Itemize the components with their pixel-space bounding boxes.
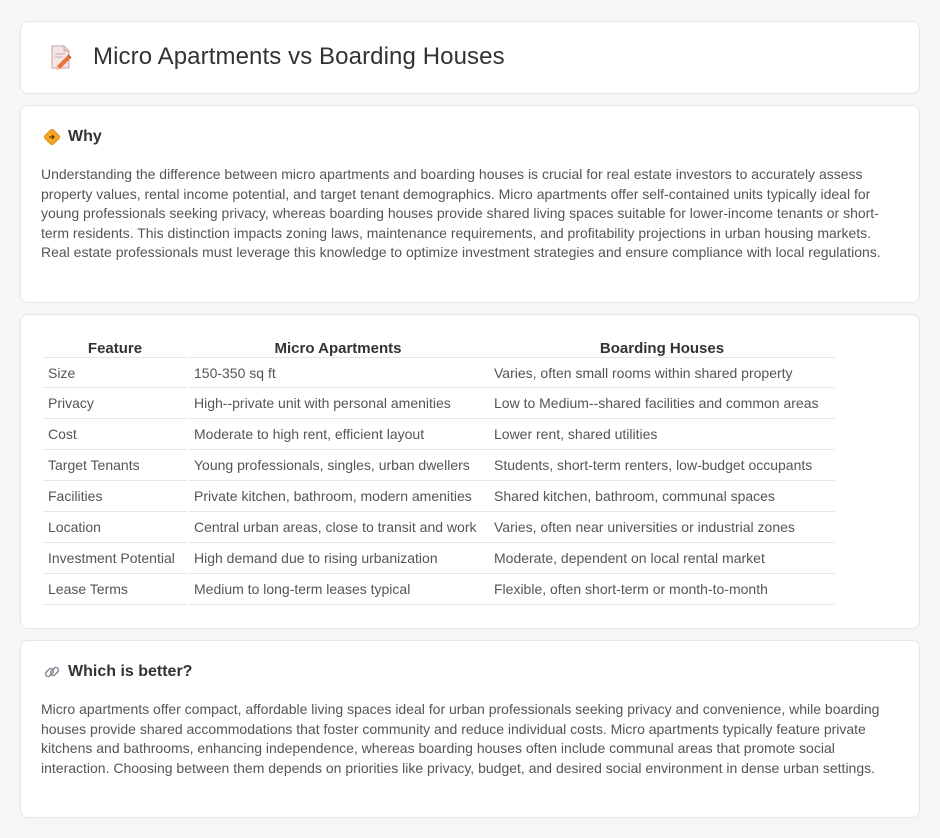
boarding-houses-cell: Varies, often near universities or industrial zones <box>489 512 835 543</box>
column-header-boarding-houses: Boarding Houses <box>489 337 835 358</box>
feature-cell: Cost <box>43 419 187 450</box>
feature-cell: Location <box>43 512 187 543</box>
table-header-row <box>43 337 835 358</box>
which-is-better-section <box>20 640 920 818</box>
page-title: Micro Apartments vs Boarding Houses <box>93 43 505 70</box>
table-row <box>43 450 835 481</box>
table-row <box>43 574 835 605</box>
document-pencil-icon <box>45 42 75 72</box>
title-card <box>20 21 920 94</box>
which-is-better-title: Which is better? <box>68 663 193 680</box>
feature-cell: Investment Potential <box>43 543 187 574</box>
which-is-better-body: Micro apartments offer compact, affordable living spaces ideal for urban professionals seeking privacy and convenience, while boarding houses provide shared accommodations that foster community and reduce individual costs. Micro apartments typically feature private kitchens and bathrooms, enhancing independence, whereas boarding houses often include communal areas that promote social interaction. Choosing between them depends on priorities like privacy, budget, and desired social environment in dense urban settings. <box>41 701 880 776</box>
table-row <box>43 512 835 543</box>
boarding-houses-cell: Low to Medium--shared facilities and common areas <box>489 388 835 419</box>
column-header-feature: Feature <box>43 337 187 358</box>
micro-apartments-cell: Central urban areas, close to transit and work <box>189 512 487 543</box>
why-body: Understanding the difference between micro apartments and boarding houses is crucial for real estate investors to accurately assess property values, rental income potential, and target tenant demographics. Micro apartments offer self-contained units typically ideal for young professionals seeking privacy, whereas boarding houses provide shared living spaces suitable for lower-income tenants or short-term residents. This distinction impacts zoning laws, maintenance requirements, and profitability projections in urban housing markets. Real estate professionals must leverage this knowledge to optimize investment strategies and ensure compliance with local regulations. <box>41 166 881 261</box>
micro-apartments-cell: Private kitchen, bathroom, modern amenities <box>189 481 487 512</box>
comparison-table <box>41 337 837 605</box>
feature-cell: Facilities <box>43 481 187 512</box>
boarding-houses-cell: Moderate, dependent on local rental market <box>489 543 835 574</box>
table-row <box>43 419 835 450</box>
feature-cell: Lease Terms <box>43 574 187 605</box>
micro-apartments-cell: Young professionals, singles, urban dwellers <box>189 450 487 481</box>
micro-apartments-cell: Moderate to high rent, efficient layout <box>189 419 487 450</box>
boarding-houses-cell: Lower rent, shared utilities <box>489 419 835 450</box>
diamond-sign-icon <box>43 128 61 146</box>
boarding-houses-cell: Varies, often small rooms within shared property <box>489 358 835 388</box>
table-row <box>43 388 835 419</box>
micro-apartments-cell: 150-350 sq ft <box>189 358 487 388</box>
boarding-houses-cell: Flexible, often short-term or month-to-month <box>489 574 835 605</box>
micro-apartments-cell: Medium to long-term leases typical <box>189 574 487 605</box>
boarding-houses-cell: Shared kitchen, bathroom, communal spaces <box>489 481 835 512</box>
micro-apartments-cell: High demand due to rising urbanization <box>189 543 487 574</box>
boarding-houses-cell: Students, short-term renters, low-budget occupants <box>489 450 835 481</box>
feature-cell: Privacy <box>43 388 187 419</box>
feature-cell: Size <box>43 358 187 388</box>
table-row <box>43 358 835 388</box>
why-title: Why <box>68 128 102 145</box>
column-header-micro-apartments: Micro Apartments <box>189 337 487 358</box>
why-section <box>20 105 920 303</box>
link-icon <box>43 663 61 681</box>
table-row <box>43 543 835 574</box>
feature-cell: Target Tenants <box>43 450 187 481</box>
micro-apartments-cell: High--private unit with personal amenities <box>189 388 487 419</box>
comparison-section <box>20 314 920 629</box>
table-row <box>43 481 835 512</box>
